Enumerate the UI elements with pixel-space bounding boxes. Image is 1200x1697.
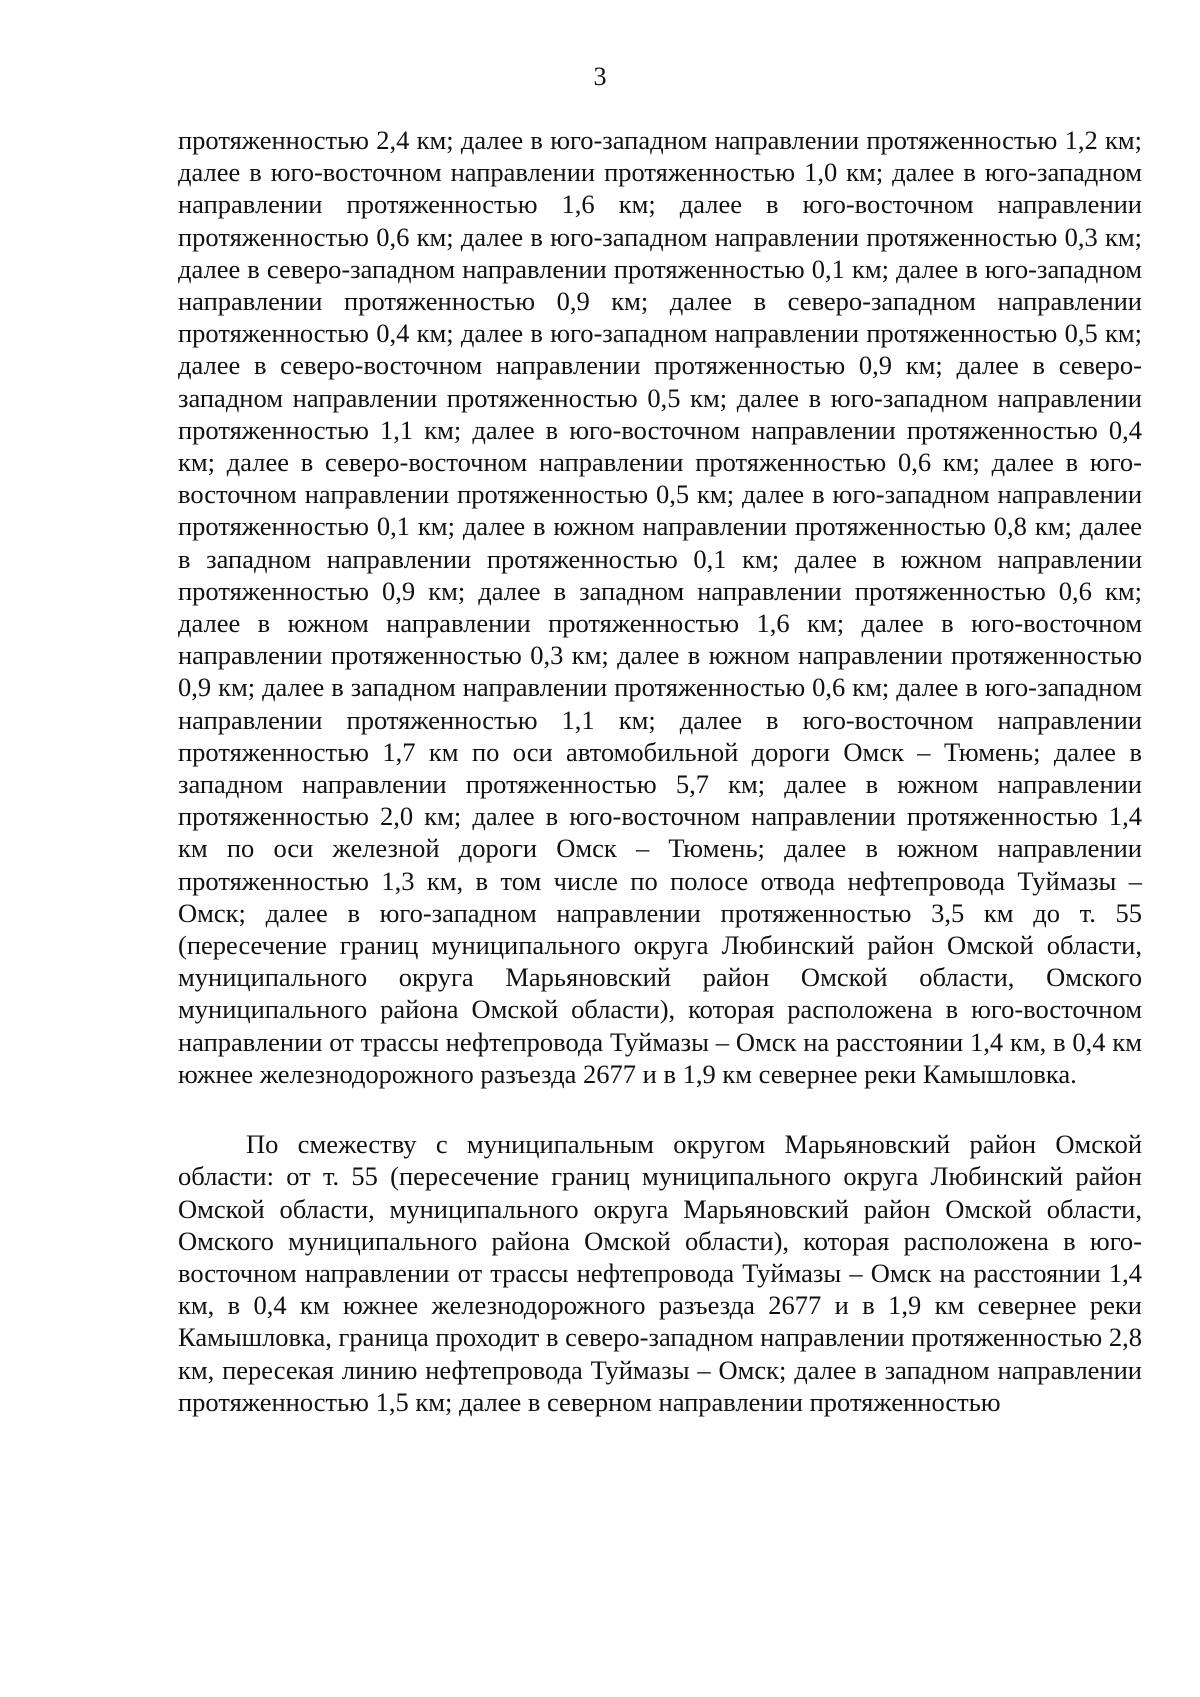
document-body [178,124,1142,1418]
paragraph-continuation: протяженностью 2,4 км; далее в юго-западном направлении протяженностью 1,2 км; далее в юго-восточном направлении протяженностью 1,0 км; далее в юго-западном направлении протяженностью 1,6 км; далее в юго-восточном направлении протяженностью 0,6 км; далее в юго-западном направлении протяженностью 0,3 км; далее в северо-западном направлении протяженностью 0,1 км; далее в юго-западном направлении протяженностью 0,9 км; далее в северо-западном направлении протяженностью 0,4 км; далее в юго-западном направлении протяженностью 0,5 км; далее в северо-восточном направлении протяженностью 0,9 км; далее в северо-западном направлении протяженностью 0,5 км; далее в юго-западном направлении протяженностью 1,1 км; далее в юго-восточном направлении протяженностью 0,4 км; далее в северо-восточном направлении протяженностью 0,6 км; далее в юго-восточном направлении протяженностью 0,5 км; далее в юго-западном направлении протяженностью 0,1 км; далее в южном направлении протяженностью 0,8 км; далее в западном направлении протяженностью 0,1 км; далее в южном направлении протяженностью 0,9 км; далее в западном направлении протяженностью 0,6 км; далее в южном направлении протяженностью 1,6 км; далее в юго-восточном направлении протяженностью 0,3 км; далее в южном направлении протяженностью 0,9 км; далее в западном направлении протяженностью 0,6 км; далее в юго-западном направлении протяженностью 1,1 км; далее в юго-восточном направлении протяженностью 1,7 км по оси автомобильной дороги Омск – Тюмень; далее в западном направлении протяженностью 5,7 км; далее в южном направлении протяженностью 2,0 км; далее в юго-восточном направлении протяженностью 1,4 км по оси железной дороги Омск – Тюмень; далее в южном направлении протяженностью 1,3 км, в том числе по полосе отвода нефтепровода Туймазы – Омск; далее в юго-западном направлении протяженностью 3,5 км до т. 55 (пересечение границ муниципального округа Любинский район Омской области, муниципального округа Марьяновский район Омской области, Омского муниципального района Омской области), которая расположена в юго-восточном направлении от трассы нефтепровода Туймазы – Омск на расстоянии 1,4 км, в 0,4 км южнее железнодорожного разъезда 2677 и в 1,9 км севернее реки Камышловка. [178,125,1142,1089]
paragraph-adjacency-marianovsky: По смежеству с муниципальным округом Марьяновский район Омской области: от т. 55 (пересечение границ муниципального округа Любинский район Омской области, муниципального округа Марьяновский район Омской области, Омского муниципального района Омской области), которая расположена в юго-восточном направлении от трассы нефтепровода Туймазы – Омск на расстоянии 1,4 км, в 0,4 км южнее железнодорожного разъезда 2677 и в 1,9 км севернее реки Камышловка, граница проходит в северо-западном направлении протяженностью 2,8 км, пересекая линию нефтепровода Туймазы – Омск; далее в западном направлении протяженностью 1,5 км; далее в северном направлении протяженностью [178,1129,1142,1417]
page-number: 3 [593,62,607,91]
